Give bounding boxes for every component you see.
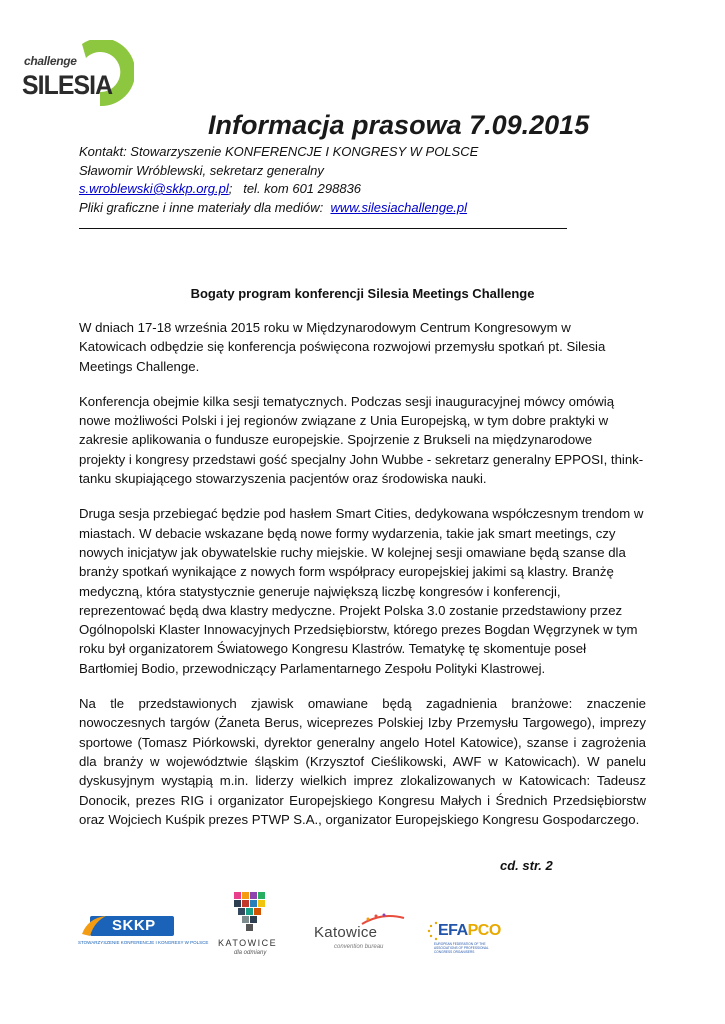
text-line: nowych inicjatyw jak obywatelskie ruchy miejskie. W kolejnej sesji omawiane będą szanse dla — [79, 544, 626, 560]
contact-block — [79, 143, 579, 217]
skkp-text: SKKP — [112, 917, 156, 934]
skkp-subtitle: STOWARZYSZENIE KONFERENCJE I KONGRESY W POLSCE — [78, 940, 209, 945]
paragraph-2 — [79, 392, 646, 488]
text-line: Meetings Challenge. — [79, 358, 200, 374]
challenge-silesia-logo — [22, 40, 134, 110]
skkp-logo — [78, 912, 209, 948]
paragraph-3 — [79, 504, 646, 678]
text-line: branży spotkań wynikające z nowych form współpracy europejskiej jakimi są klastry. Branżę — [79, 564, 614, 580]
text-line: Ogólnopolski Klaster Innowacyjnych Przedsiębiorstw, którego prezes Bogdan Węgrzynek w tym — [79, 622, 638, 638]
efapco-subtitle: EUROPEAN FEDERATION OF THE ASSOCIATIONS OF PROFESSIONAL CONGRESS ORGANISERS — [434, 942, 489, 954]
skkp-swoosh-icon — [80, 914, 108, 938]
divider — [79, 228, 567, 229]
contact-line-2: Sławomir Wróblewski, sekretarz generalny — [79, 162, 324, 178]
media-label: Pliki graficzne i inne materiały dla mediów: — [79, 199, 324, 215]
katowice-cb-text: Katowice — [314, 924, 378, 941]
efapco-logo — [426, 918, 506, 954]
efapco-pco: PCO — [467, 922, 501, 939]
katowice-mosaic-icon — [212, 890, 292, 938]
efapco-efa: EFA — [438, 922, 468, 939]
text-line: projekty i kongresy przedstawi gość specjalny John Wubbe - sekretarz generalny EPPOSI, think- — [79, 451, 644, 467]
contact-line-1: Kontakt: Stowarzyszenie KONFERENCJE I KONGRESY W POLSCE — [79, 144, 479, 159]
text-line: Druga sesja przebiegać będzie pod hasłem Smart Cities, dedykowana współczesnym trendom w — [79, 506, 644, 522]
text-line: reprezentować będą dwa klastry medyczne. Projekt Polska 3.0 zostanie przedstawiony przez — [79, 602, 623, 618]
katowice-convention-bureau-logo — [312, 918, 407, 954]
website-link[interactable]: www.silesiachallenge.pl — [330, 199, 468, 215]
email-separator: ; — [228, 181, 233, 196]
katowice-subtitle: dla odmiany — [234, 950, 267, 956]
text-line: roku był organizatorem Światowego Kongresu Klastrów. Tematykę tę skomentuje poseł — [79, 641, 587, 657]
efapco-text — [438, 922, 501, 940]
contact-line-3 — [79, 180, 579, 199]
page-title: Informacja prasowa 7.09.2015 — [208, 110, 590, 140]
katowice-city-logo — [212, 890, 292, 960]
article-heading: Bogaty program konferencji Silesia Meetings Challenge — [190, 286, 535, 301]
text-line: Bartłomiej Bodio, przewodniczący Parlamentarnego Zespołu Polityki Klastrowej. — [79, 660, 546, 676]
contact-line-4 — [79, 199, 579, 218]
text-line: miastach. W debacie wskazane będą nowe formy wydarzenia, takie jak smart meetings, czy — [79, 525, 616, 541]
text-line: Konferencja obejmie kilka sesji tematycznych. Podczas sesji inauguracyjnej mówcy omówią — [79, 393, 615, 409]
text-line: Katowicach odbędzie się konferencja poświęcona rozwojowi przemysłu spotkań pt. Silesia — [79, 339, 606, 355]
paragraph-1 — [79, 318, 646, 376]
text-line: tanku skupiającego stowarzyszenia pacjentów oraz środowiska nauki. — [79, 471, 487, 487]
email-link[interactable]: s.wroblewski@skkp.org.pl — [79, 181, 229, 196]
paragraph-4: Na tle przedstawionych zjawisk omawiane będą zagadnienia branżowe: znaczenie nowoczesnych targów (Żaneta Berus, wiceprezes Polskiej Izby Przemysłu Targowego), imprezy sportowe (Tomasz Piórkowski, dyrektor generalny angelo Hotel Katowice), szanse i zagrożenia dla branży w województwie śląskim (Krzysztof Cieślikowski, AWF w Katowicach). W panelu dyskusyjnym wystąpią m.in. liderzy wielkich imprez zlokalizowanych w Katowicach: Tadeusz Donocik, prezes RIG i organizator Europejskiego Kongresu Małych i Średnich Przedsiębiorstw oraz Wojciech Kuśpik prezes PTWP S.A., organizator Europejskiego Kongresu Gospodarczego. — [79, 696, 646, 827]
text-line: zakresie aplikowania o fundusze europejskie. Spojrzenie z Brukseli na międzynarodowe — [79, 432, 593, 448]
text-line: medyczną, która statystycznie generuje największą liczbę kongresów i konferencji, — [79, 583, 561, 599]
text-line: W dniach 17-18 września 2015 roku w Międzynarodowym Centrum Kongresowym w — [79, 320, 571, 335]
continued-note: cd. str. 2 — [500, 858, 553, 873]
logo-big-text: SILESIA — [22, 70, 113, 100]
article-body — [79, 318, 646, 845]
katowice-text: KATOWICE — [218, 938, 278, 948]
phone-text: tel. kom 601 298836 — [243, 181, 362, 196]
text-line: nowe możliwości Polski i jej regionów związane z Unia Europejską, w tym dobre praktyki w — [79, 413, 609, 429]
logo-small-text: challenge — [24, 54, 77, 68]
katowice-cb-subtitle: convention bureau — [334, 944, 384, 950]
